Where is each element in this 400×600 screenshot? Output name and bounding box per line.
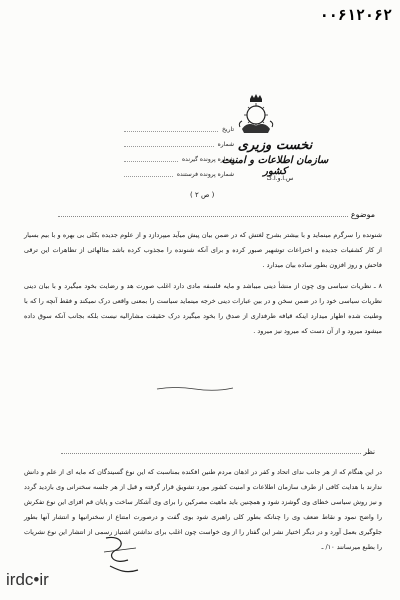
section-heading-label: نظر (363, 448, 375, 456)
organization-line2: سازمان اطلاعات و امنیت کشور (221, 155, 329, 177)
watermark-logo: irdc•ir (6, 570, 49, 589)
organization-name (210, 138, 340, 177)
number-dotline (124, 137, 214, 147)
recipient-file-label: شماره پرونده گیرنده (182, 156, 234, 163)
section-heading (61, 448, 375, 456)
body-text-page (24, 228, 382, 345)
subject-dotline (58, 216, 348, 217)
subject-label: موضوع (350, 210, 375, 219)
form-code: س.ا.و.ا.ک (266, 175, 294, 182)
handwritten-underline (155, 385, 235, 391)
date-field (124, 122, 234, 137)
paragraph: ۸ ـ نظریات سیاسی وی چون از منشأ دینی میباشد و مایه فلسفه مادی دارد اغلب صورت هد و رضایت بخود میگیرد و با بیان دینی نظریات سیاسی خود را در ضمن سخن و در بین عبارات دینی خرجه مینماید سیاست را بمعنی واقعی درک نمیکند و فقط آنچه را که با وطنیت شده اظهار میدارد اینکه قیافه طرفداری از صدق را بخود میگیرد درک حقیقت مشارالیه نیست بلکه بجانب آنکه سوق داده میشود میرود و از آن دست که میرود نیز میرود . (24, 282, 382, 335)
body-text-opinion (24, 465, 382, 561)
recipient-file-dotline (124, 152, 178, 162)
handwritten-signature (96, 530, 146, 580)
sender-file-dotline (124, 167, 173, 177)
subject-line (58, 210, 375, 219)
paragraph: در این هنگام که از هر جانب ندای اتحاد و کفر در اذهان مردم طنین افکنده بمناسبت که این نوع گسیندگان که مایه ای از علم و دانش ندارند با هدایت کافی از طرف سازمان اطلاعات و امنیت کشور مورد تشویق قرار گرفته و قبل از هر جلسه سخنرانی وی بازدید گردد و نیز روش سیاسی خطای وی گوشزد شود و همچنین باید ماهیت مصرکین را برای وی آشکار ساخت و پایان قم افزای این نوع تفکرش را واضح نمود و نقاط ضعف وی را چنانکه بطور کلی راهبری شود بوی گفت و درصورت امتناع از سخنرانیها و انتشار آنها بطور جلوگیری بعمل آورد و در دیگر اختیار نشر این گفتار را از وی خواست چون اغلب برای نداشتن اشتیاز رسمی از انتشار این نوع نشریات را بطبع میرسانند ۱۰/ ـ (24, 468, 382, 551)
section-dotline (61, 453, 361, 454)
organization-line1: نخست وزیری (237, 138, 313, 153)
page-number: ( ص ۲ ) (190, 191, 215, 199)
date-dotline (124, 122, 218, 132)
reference-number: ۰۰۶۱۲۰۶۲ (319, 6, 392, 24)
date-label: تاریخ (222, 126, 234, 133)
paragraph: شنونده را سرگرم مینماید و با بیشتر بشرح لغتش که در ضمن بیان پیش میآید میپردازد و از علوم جدیده بکلی بی بهره و با بیم بسیار از کار کشفیات جدیده و اختراعات توشهیر صبور کرده و برای آنکه شنونده را مجذوب کرده باشد مثالهائی از تظاهرات این ترقی فاحش و روز افزون بطور ساده بیان میدارد . (24, 231, 382, 269)
sender-file-label: شماره پرونده فرستنده (176, 171, 234, 178)
lion-and-sun-emblem-icon (234, 93, 278, 137)
number-label: شماره (217, 141, 234, 148)
